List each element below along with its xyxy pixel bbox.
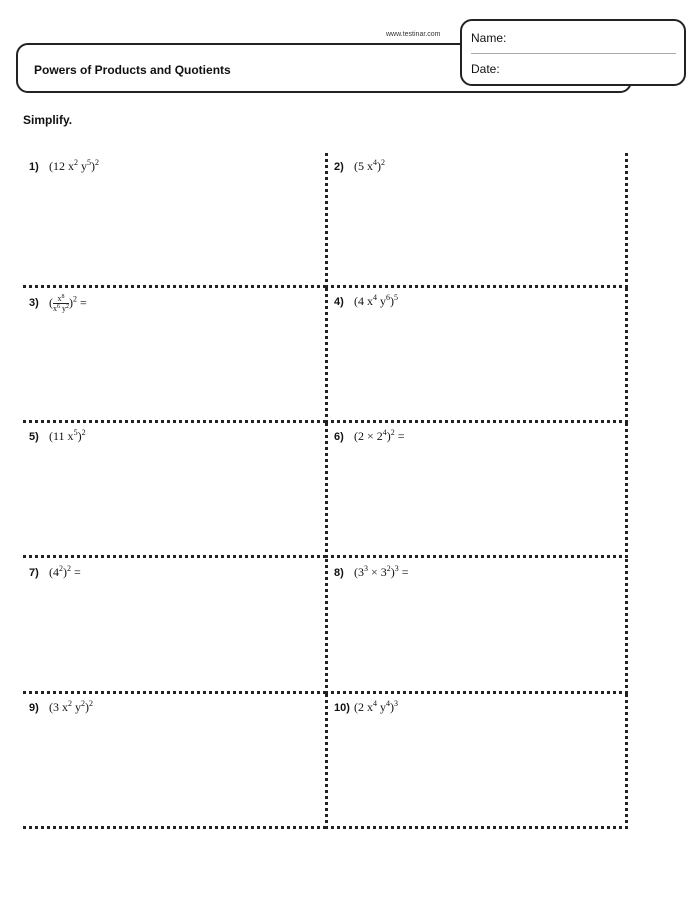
expression-text: (4	[49, 564, 59, 579]
problem	[29, 565, 81, 580]
exponent: 2	[68, 698, 72, 708]
problem-cell	[325, 694, 628, 829]
expression-text: y	[78, 159, 87, 173]
problem	[334, 159, 385, 174]
problem-cell	[325, 288, 628, 423]
expression-text: =	[77, 295, 87, 310]
expression-text: (4 x	[354, 294, 373, 309]
problem	[334, 565, 409, 580]
expression-text: =	[398, 564, 409, 579]
denominator	[53, 304, 69, 313]
expression-text: =	[71, 564, 81, 579]
exponent: 2	[89, 698, 93, 708]
expression-text: (12 x	[49, 159, 74, 173]
expression-text: (	[49, 295, 53, 310]
problem-cell	[325, 423, 628, 558]
expression-text: (3	[354, 564, 364, 579]
expression-text: y	[377, 294, 386, 309]
exponent: 2	[67, 563, 71, 573]
instruction: Simplify.	[23, 113, 73, 127]
expression-text: )	[377, 159, 381, 173]
exponent: 4	[373, 158, 377, 167]
exponent: 5	[394, 293, 398, 303]
exponent: 5	[73, 428, 78, 438]
name-label: Name:	[471, 31, 507, 45]
problem-number: 7)	[29, 566, 39, 579]
exponent: 4	[382, 428, 387, 438]
expression-text: )	[91, 159, 95, 173]
divider	[471, 53, 676, 54]
exponent: 4	[386, 698, 390, 708]
problem-number: 5)	[29, 431, 39, 444]
date-label: Date:	[471, 62, 500, 76]
exponent: 2	[59, 563, 63, 573]
expression-text: =	[394, 429, 405, 444]
exponent: 3	[394, 563, 399, 573]
expression-text: y	[72, 699, 81, 714]
problem	[334, 294, 398, 309]
expression-text: y	[60, 304, 66, 314]
exponent: 6	[57, 304, 60, 311]
problem	[29, 159, 99, 174]
expression-text: (11 x	[49, 429, 74, 444]
exponent: 2	[390, 428, 395, 438]
exponent: 4	[373, 698, 377, 708]
problem	[29, 429, 86, 444]
problem-cell	[325, 153, 628, 288]
exponent: 2	[73, 294, 77, 304]
exponent: 2	[381, 158, 385, 167]
expression-text: )	[390, 564, 395, 579]
expression-text: )	[390, 294, 394, 309]
problem-cell	[23, 559, 326, 694]
numerator	[53, 294, 69, 304]
expression-text: )	[77, 429, 82, 444]
expression-text: (2 x	[354, 699, 373, 714]
expression-text: )	[63, 564, 67, 579]
exponent: 3	[364, 563, 368, 573]
exponent: 3	[394, 698, 398, 708]
name-date-box	[460, 19, 686, 86]
expression-text: )	[69, 295, 73, 310]
exponent: 8	[61, 294, 65, 301]
expression-text: y	[377, 699, 386, 714]
exponent: 2	[66, 304, 69, 311]
problem-number: 3)	[29, 297, 39, 310]
problem	[29, 700, 93, 715]
problem-number: 8)	[334, 566, 344, 579]
problem-number: 1)	[29, 161, 39, 173]
problem-number: 6)	[334, 431, 344, 444]
problem	[334, 429, 405, 444]
expression-text: )	[85, 699, 89, 714]
expression-text: (2 × 2	[354, 429, 383, 444]
problem-number: 10)	[334, 701, 350, 714]
expression-text: )	[390, 699, 394, 714]
exponent: 2	[95, 158, 99, 167]
problem-number: 4)	[334, 296, 344, 309]
problem-number: 9)	[29, 701, 39, 714]
expression-text: (5 x	[354, 159, 373, 173]
problem-number: 2)	[334, 161, 344, 173]
exponent: 2	[74, 158, 78, 167]
problem-cell	[23, 288, 326, 423]
problem-cell	[23, 694, 326, 829]
expression-text: x	[57, 294, 62, 304]
expression-text: )	[386, 429, 391, 444]
expression-text: (3 x	[49, 699, 68, 714]
fraction	[53, 294, 69, 313]
problem-cell	[23, 153, 326, 288]
exponent: 5	[87, 158, 91, 167]
worksheet-title: Powers of Products and Quotients	[34, 63, 231, 77]
exponent: 2	[81, 698, 85, 708]
exponent: 4	[373, 293, 377, 303]
website-url: www.testinar.com	[386, 31, 441, 38]
expression-text: x	[53, 304, 57, 314]
problem	[334, 700, 398, 715]
problem	[29, 294, 87, 313]
exponent: 6	[386, 293, 390, 303]
problem-cell	[325, 559, 628, 694]
expression-text: × 3	[368, 564, 387, 579]
exponent: 2	[81, 428, 86, 438]
problem-cell	[23, 423, 326, 558]
exponent: 2	[386, 563, 391, 573]
